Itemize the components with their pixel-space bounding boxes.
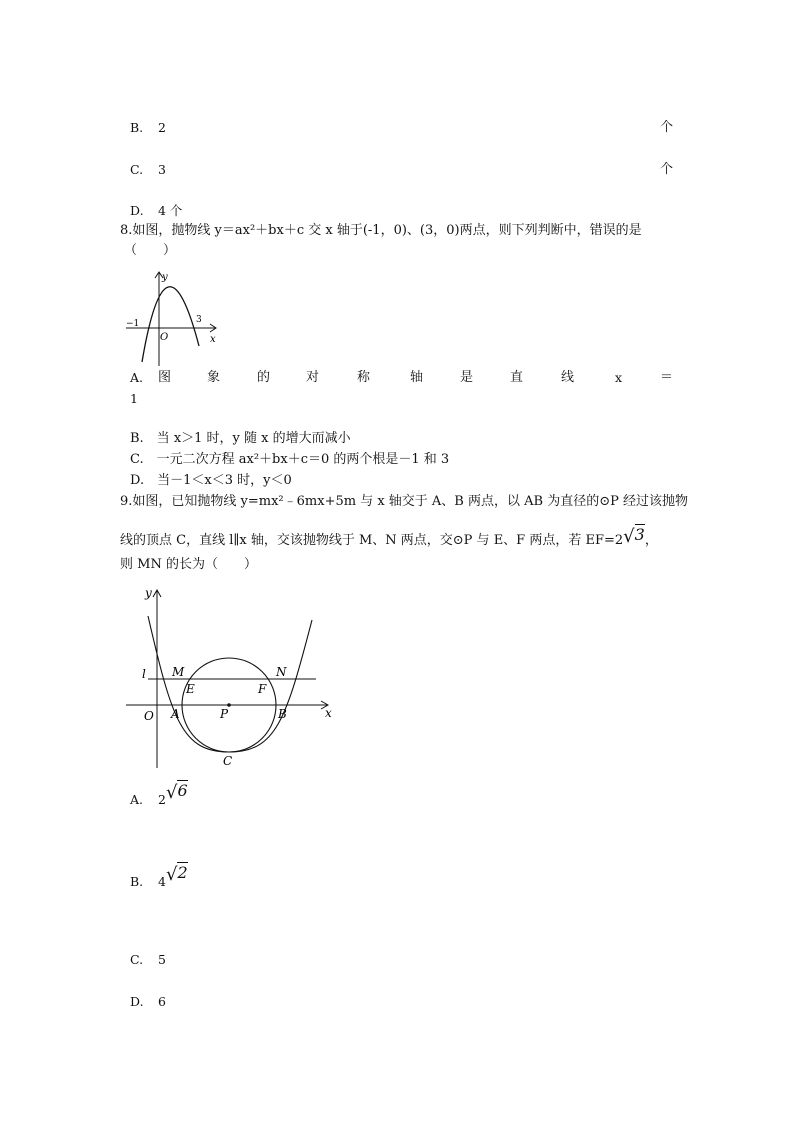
q7-option-c-unit: 个 [660, 162, 674, 177]
q8-option-a-char-3: 对 [306, 370, 320, 385]
q9-fig-label-e: E [186, 682, 195, 696]
q7-option-b-unit: 个 [660, 120, 674, 135]
q8-option-a-char-0: 图 [158, 370, 172, 385]
q9-a-sqrt-symbol: √ [165, 782, 178, 803]
q8-option-a-char-9: x [615, 370, 623, 385]
q8-option-a-char-4: 称 [357, 370, 371, 385]
q8-stem-line1: 8.如图，抛物线 y＝ax²＋bx＋c 交 x 轴于(-1，0)、(3，0)两点，则下列判断中，错误的是 [120, 223, 642, 238]
q9-sqrt-symbol: √ [623, 526, 635, 547]
q8-option-a-char-8: 线 [561, 370, 575, 385]
q9-stem-line3: 则 MN 的长为（ ） [120, 557, 257, 572]
q8-option-a-char-10: ＝ [660, 370, 674, 385]
q7-option-b: B. 2 [130, 120, 166, 135]
q9-fig-label-m: M [172, 665, 185, 679]
q9-option-d: D. 6 [130, 994, 166, 1009]
q8-fig-label-minus1: −1 [126, 319, 140, 329]
q9-circle-parabola-figure [122, 582, 338, 772]
q9-fig-label-l: l [142, 667, 146, 681]
q9-fig-label-y: y [145, 586, 152, 600]
q8-option-c: C. 一元二次方程 ax²＋bx＋c＝0 的两个根是－1 和 3 [130, 452, 450, 467]
q9-fig-label-a: A [171, 707, 180, 721]
q8-option-d: D. 当－1＜x＜3 时，y＜0 [130, 473, 292, 488]
q9-option-a: A. 2√6 [130, 781, 188, 807]
q8-option-a-tail: 1 [130, 391, 138, 406]
q9-stem-line2: 线的顶点 C，直线 l∥x 轴，交该抛物线于 M、N 两点，交⊙P 与 E、F 两点，若 EF=2√3， [120, 525, 658, 548]
q9-fig-label-n: N [276, 665, 287, 679]
q8-fig-label-x: x [210, 334, 216, 345]
q8-fig-label-y: y [162, 272, 168, 283]
q8-option-a-letter: A. [130, 370, 144, 385]
q9-sqrt-radicand: 3 [634, 525, 645, 544]
q9-fig-label-f: F [258, 682, 267, 696]
q8-stem-line2: （ ） [124, 243, 177, 258]
q8-option-b: B. 当 x＞1 时，y 随 x 的增大而减小 [130, 431, 351, 446]
q7-option-d: D. 4 个 [130, 203, 183, 218]
q9-option-c: C. 5 [130, 952, 166, 967]
q9-stem-line1: 9.如图，已知抛物线 y=mx²﹣6mx+5m 与 x 轴交于 A、B 两点，以 AB 为直径的⊙P 经过该抛物 [120, 494, 688, 509]
q9-fig-label-c: C [223, 754, 233, 768]
q8-option-a-char-1: 象 [207, 370, 221, 385]
q9-b-sqrt-symbol: √ [165, 864, 178, 885]
q8-fig-label-origin: O [160, 332, 169, 343]
q8-parabola-figure [122, 266, 226, 368]
q8-option-a-char-2: 的 [257, 370, 271, 385]
q8-option-a-char-7: 直 [510, 370, 524, 385]
q8-option-a-char-5: 轴 [410, 370, 424, 385]
q7-option-c: C. 3 [130, 162, 166, 177]
q9-fig-label-p: P [220, 707, 229, 721]
q8-option-a-char-6: 是 [460, 370, 474, 385]
q9-fig-label-b: B [278, 707, 287, 721]
q8-fig-label-3: 3 [196, 315, 202, 325]
q9-option-b: B. 4√2 [130, 863, 188, 889]
q9-fig-label-o: O [144, 709, 154, 723]
q9-fig-label-x: x [325, 706, 332, 720]
